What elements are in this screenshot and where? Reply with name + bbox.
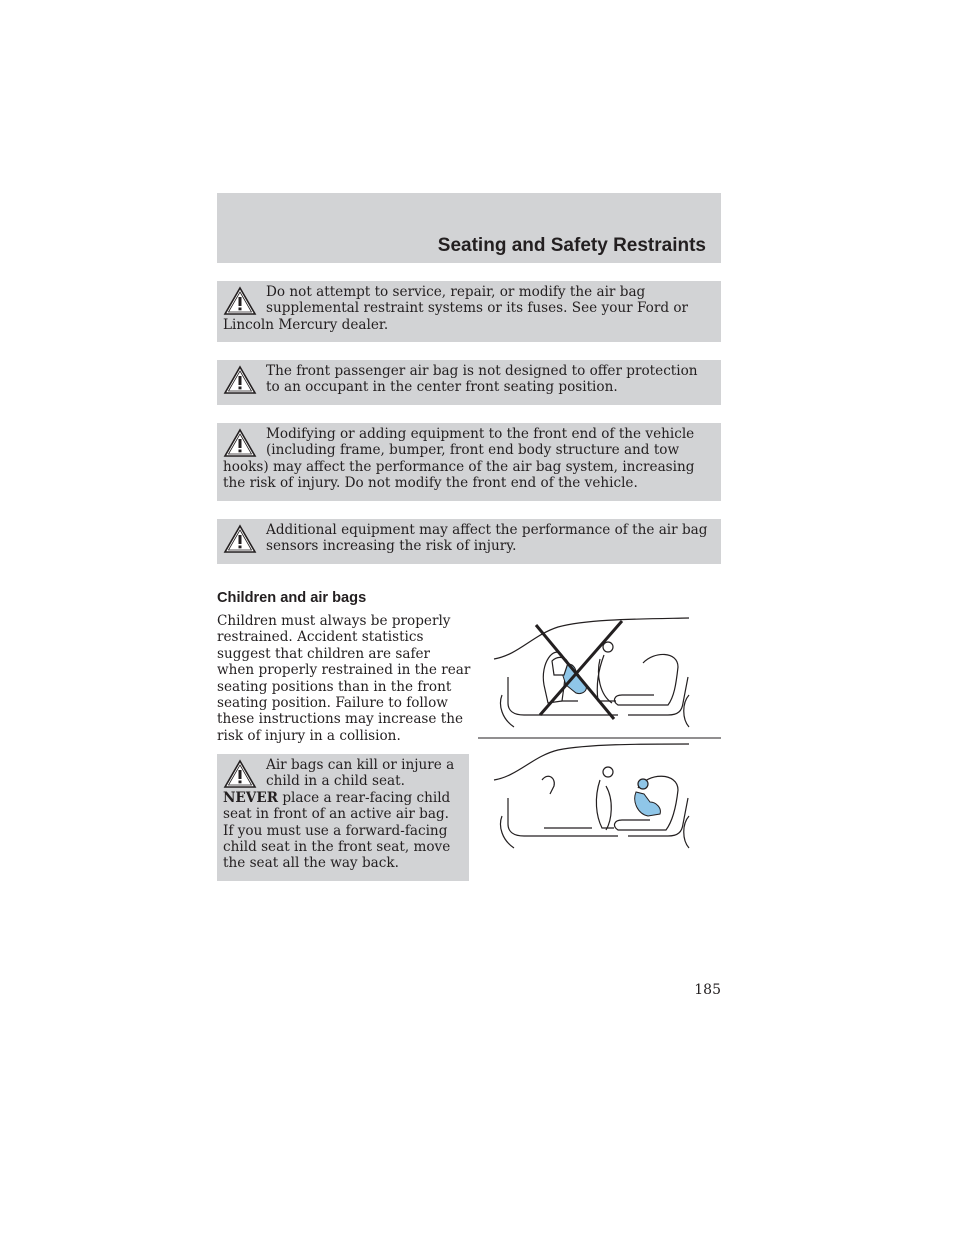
page-title: Seating and Safety Restraints [437, 235, 706, 256]
warning-triangle-icon [223, 428, 257, 458]
section-body: Children must always be properly restrained. Accident statistics suggest that children are safer when properly restrained in the rear seating positions than in the front seating position. Failure to follow these instructions may increase the risk of injury in a collision. [217, 613, 471, 744]
child-seat-rear-icon [478, 742, 721, 866]
warning-box-service [217, 281, 721, 342]
page-number: 185 [694, 982, 721, 998]
child-warning-emphasis: NEVER [223, 789, 278, 806]
warning-box-front-end [217, 423, 721, 501]
warning-triangle-icon [223, 365, 257, 395]
warning-triangle-icon [223, 759, 257, 789]
warning-box-equipment [217, 519, 721, 564]
rear-facing-child-seat-front-icon [478, 615, 721, 745]
section-heading: Children and air bags [217, 590, 367, 606]
child-warning-lead: Air bags can kill or injure a child in a child seat. [266, 757, 455, 790]
warning-triangle-icon [223, 286, 257, 316]
warning-text: Additional equipment may affect the performance of the air bag sensors increasing the risk of injury. [266, 522, 708, 555]
warning-text: The front passenger air bag is not designed to offer protection to an occupant in the center front seating position. [266, 363, 698, 396]
warning-box-child-seat [217, 754, 469, 881]
warning-text: Modifying or adding equipment to the front end of the vehicle (including frame, bumper, front end body structure and tow hooks) may affect the performance of the air bag system, increasing the risk of injury. Do not modify the front end of the vehicle. [223, 426, 695, 492]
child-warning-rest: place a rear-facing child seat in front of an active air bag. If you must use a forward-facing child seat in the front seat, move the seat all the way back. [223, 789, 451, 872]
page-header [217, 193, 721, 263]
warning-text: Do not attempt to service, repair, or modify the air bag supplemental restraint systems or its fuses. See your Ford or Lincoln Mercury dealer. [223, 284, 689, 333]
warning-box-center-seat [217, 360, 721, 405]
warning-triangle-icon [223, 524, 257, 554]
